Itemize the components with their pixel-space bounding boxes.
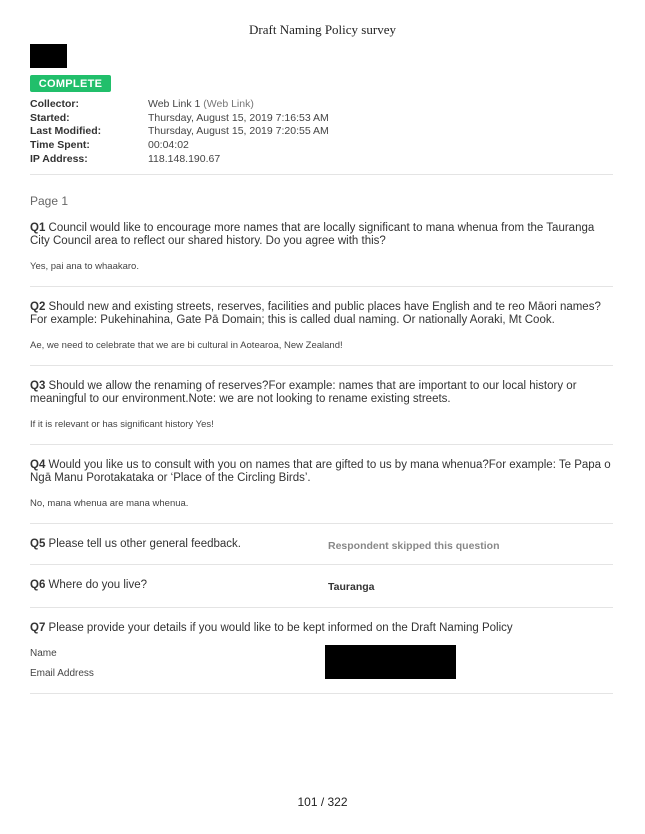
meta-row-collector	[30, 97, 329, 111]
redacted-contact-details	[325, 645, 456, 679]
redacted-logo	[30, 44, 67, 68]
meta-value: Thursday, August 15, 2019 7:20:55 AM	[148, 125, 329, 138]
question-number: Q7	[30, 622, 46, 634]
meta-key: Time Spent:	[30, 139, 90, 152]
meta-row-started	[30, 111, 329, 125]
meta-row-last-modified	[30, 125, 329, 139]
divider	[30, 564, 613, 565]
divider	[30, 444, 613, 445]
meta-value: Thursday, August 15, 2019 7:16:53 AM	[148, 111, 329, 124]
question-q6	[30, 579, 613, 592]
question-number: Q5	[30, 538, 46, 550]
question-q3	[30, 380, 613, 406]
question-number: Q2	[30, 301, 46, 313]
question-number: Q1	[30, 222, 46, 234]
question-text: Would you like us to consult with you on names that are gifted to us by mana whenua?For example: Te Papa o Ngā Manu Porotakataka or ‘Place of the Circling Birds’.	[30, 459, 611, 484]
question-q5	[30, 538, 613, 551]
question-text: Should we allow the renaming of reserves?For example: names that are important to our local history or meaningful to our environment.Note: we are not looking to rename existing streets.	[30, 380, 577, 405]
meta-value: Web Link 1	[148, 97, 201, 110]
meta-key: Collector:	[30, 97, 80, 110]
divider	[30, 693, 613, 694]
divider	[30, 365, 613, 366]
status-badge: COMPLETE	[30, 75, 111, 92]
question-text: Please tell us other general feedback.	[48, 538, 241, 550]
divider	[30, 286, 613, 287]
question-q7	[30, 622, 613, 635]
meta-value: 118.148.190.67	[148, 153, 221, 166]
question-q2	[30, 301, 613, 327]
answer-q4: No, mana whenua are mana whenua.	[30, 498, 189, 509]
page-counter: 101 / 322	[297, 795, 348, 809]
response-metadata	[30, 97, 329, 166]
answer-q2: Ae, we need to celebrate that we are bi cultural in Aotearoa, New Zealand!	[30, 340, 343, 351]
divider	[30, 523, 613, 524]
skipped-notice: Respondent skipped this question	[328, 540, 500, 552]
question-text: Where do you live?	[48, 579, 147, 591]
question-q1	[30, 222, 613, 248]
question-text: Council would like to encourage more names that are locally significant to mana whenua from the Tauranga City Council area to reflect our shared history. Do you agree with this?	[30, 222, 595, 247]
answer-q3: If it is relevant or has significant history Yes!	[30, 419, 214, 430]
question-q4	[30, 459, 613, 485]
meta-value: 00:04:02	[148, 139, 189, 152]
field-label-name: Name	[30, 648, 57, 659]
question-number: Q6	[30, 579, 46, 591]
answer-q1: Yes, pai ana to whaakaro.	[30, 261, 139, 272]
divider	[30, 174, 613, 175]
meta-sub: (Web Link)	[203, 97, 254, 110]
question-text: Should new and existing streets, reserves, facilities and public places have English and te reo Māori names?For example: Pukehinahina, Gate Pā Domain; this is called dual naming. Or nationally Aoraki, Mt Cook.	[30, 301, 601, 326]
question-text: Please provide your details if you would like to be kept informed on the Draft Naming Policy	[48, 622, 513, 634]
divider	[30, 607, 613, 608]
answer-q6: Tauranga	[328, 581, 375, 593]
meta-key: Last Modified:	[30, 125, 102, 138]
document-title: Draft Naming Policy survey	[249, 22, 396, 37]
meta-key: IP Address:	[30, 153, 88, 166]
question-number: Q4	[30, 459, 46, 471]
page-label: Page 1	[30, 194, 69, 208]
meta-row-time-spent	[30, 138, 329, 152]
meta-key: Started:	[30, 111, 70, 124]
meta-row-ip-address	[30, 152, 329, 166]
field-label-email: Email Address	[30, 668, 94, 679]
question-number: Q3	[30, 380, 46, 392]
